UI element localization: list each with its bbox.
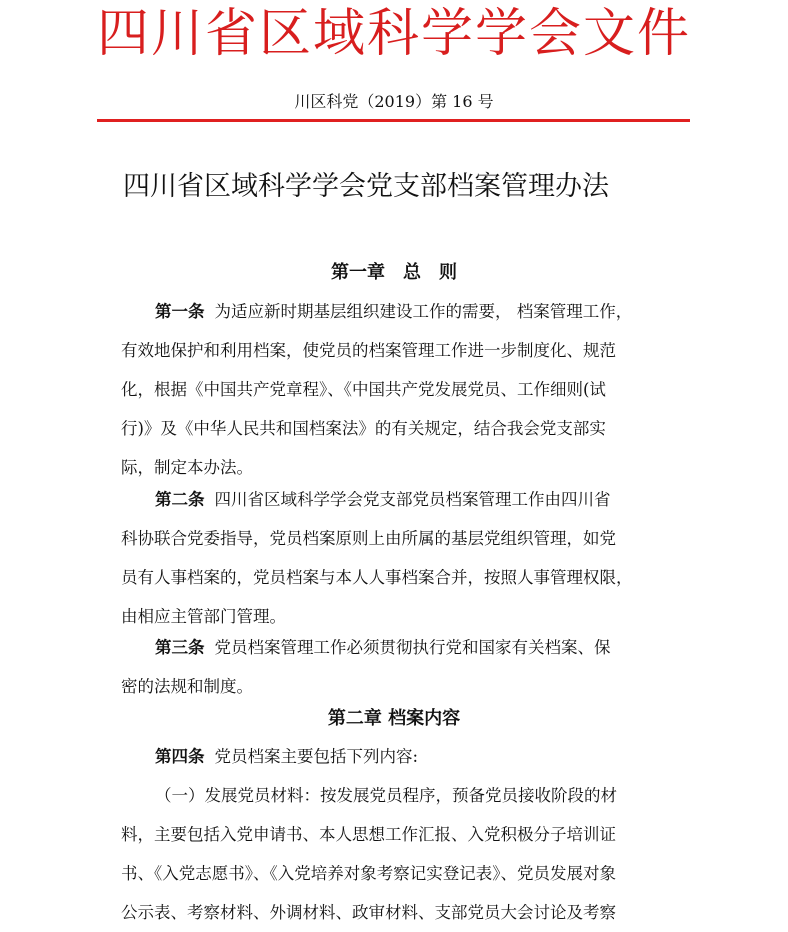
list-item-1 xyxy=(121,776,681,932)
article-line: 员有人事档案的，党员档案与本人人事档案合并，按照人事管理权限， xyxy=(121,568,633,587)
article-line xyxy=(121,737,681,776)
item-line: （一）发展党员材料：按发展党员程序，预备党员接收阶段的材 xyxy=(155,786,617,805)
article-label: 第二条 xyxy=(155,490,205,509)
item-line: 书、《入党志愿书》、《入党培养对象考察记实登记表》、党员发展对象 xyxy=(121,864,616,883)
article-line xyxy=(121,292,681,331)
article-label: 第一条 xyxy=(155,302,205,321)
article-line xyxy=(121,480,681,519)
article-line: 有效地保护和利用档案，使党员的档案管理工作进一步制度化、规范 xyxy=(121,341,616,360)
article-line: 由相应主管部门管理。 xyxy=(121,607,286,626)
org-header-title: 四川省区域科学学会文件 xyxy=(96,4,691,64)
article-line: 化，根据《中国共产党章程》、《中国共产党发展党员、工作细则(试 xyxy=(121,380,606,399)
article-text: 为适应新时期基层组织建设工作的需要， 档案管理工作， xyxy=(214,302,633,321)
article-2 xyxy=(121,480,681,636)
article-3 xyxy=(121,628,681,706)
article-line xyxy=(121,628,681,667)
article-4 xyxy=(121,737,681,776)
item-line: 料，主要包括入党申请书、本人思想工作汇报、入党积极分子培训证 xyxy=(121,825,616,844)
article-1 xyxy=(121,292,681,487)
document-title: 四川省区域科学学会党支部档案管理办法 xyxy=(123,171,609,202)
document-number: 川区科党（2019）第 16 号 xyxy=(294,92,494,111)
article-line: 科协联合党委指导，党员档案原则上由所属的基层党组织管理，如党 xyxy=(121,529,616,548)
article-line: 密的法规和制度。 xyxy=(121,677,253,696)
item-line: 公示表、考察材料、外调材料、政审材料、支部党员大会讨论及考察 xyxy=(121,903,616,922)
article-text: 党员档案管理工作必须贯彻执行党和国家有关档案、保 xyxy=(214,638,611,657)
article-label: 第三条 xyxy=(155,638,205,657)
article-text: 四川省区域科学学会党支部党员档案管理工作由四川省 xyxy=(214,490,611,509)
red-divider-rule xyxy=(97,119,690,122)
chapter-heading-2: 第二章 档案内容 xyxy=(327,708,461,729)
article-line: 行)》及《中华人民共和国档案法》的有关规定，结合我会党支部实 xyxy=(121,419,606,438)
chapter-heading-1: 第一章 总 则 xyxy=(331,262,457,283)
article-text: 党员档案主要包括下列内容: xyxy=(214,747,419,766)
article-line: 际，制定本办法。 xyxy=(121,458,253,477)
article-label: 第四条 xyxy=(155,747,205,766)
